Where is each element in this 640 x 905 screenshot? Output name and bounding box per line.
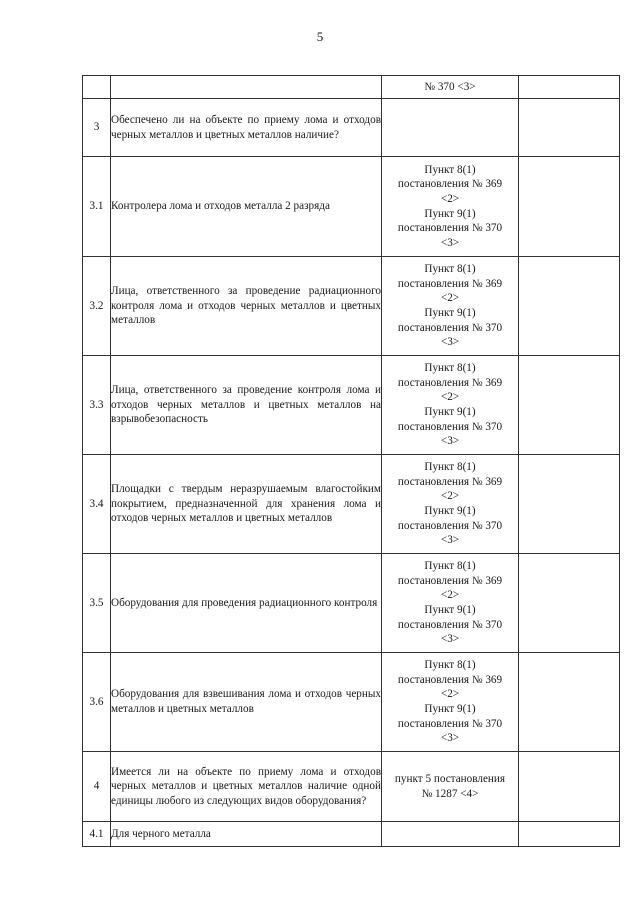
reference-line: Пункт 8(1) <box>424 163 476 176</box>
table-row <box>83 752 620 822</box>
reference-line: <2> <box>440 192 460 205</box>
reference-line: постановления № 370 <box>397 321 503 334</box>
requirement-text: Лица, ответственного за проведение радиационного контроля лома и отходов черных металлов и цветных металлов <box>111 257 382 356</box>
table-row <box>83 554 620 653</box>
checklist-table <box>82 75 620 847</box>
answer-cell <box>519 752 620 822</box>
reference-line: <3> <box>440 633 460 646</box>
reference-line: <3> <box>440 732 460 745</box>
row-number: 3 <box>83 99 111 157</box>
requirement-text: Оборудования для взвешивания лома и отходов черных металлов и цветных металлов <box>111 653 382 752</box>
legal-reference <box>382 99 519 157</box>
reference-line: постановления № 370 <box>397 519 503 532</box>
legal-reference <box>382 822 519 847</box>
row-number: 4 <box>83 752 111 822</box>
table-row <box>83 822 620 847</box>
reference-line: постановления № 369 <box>397 277 503 290</box>
reference-line: постановления № 370 <box>397 222 503 235</box>
requirement-text: Для черного металла <box>111 822 382 847</box>
reference-line: Пункт 8(1) <box>424 461 476 474</box>
reference-line: Пункт 9(1) <box>424 406 476 418</box>
reference-line: Пункт 8(1) <box>424 659 476 672</box>
reference-line: <3> <box>440 336 460 349</box>
requirement-text: Оборудования для проведения радиационного контроля <box>111 554 382 653</box>
row-number: 3.4 <box>83 455 111 554</box>
table-row <box>83 157 620 257</box>
requirement-text: Лица, ответственного за проведение контроля лома и отходов черных металлов и цветных металлов на взрывобезопасность <box>111 356 382 455</box>
answer-cell <box>519 822 620 847</box>
answer-cell <box>519 99 620 157</box>
requirement-text: Контролера лома и отходов металла 2 разряда <box>111 157 382 257</box>
legal-reference <box>382 752 519 822</box>
row-number: 3.6 <box>83 653 111 752</box>
answer-cell <box>519 554 620 653</box>
page-number: 5 <box>316 29 324 44</box>
reference-line: Пункт 8(1) <box>424 263 476 276</box>
legal-reference <box>382 455 519 554</box>
reference-line: № 370 <3> <box>424 80 476 93</box>
reference-line: <3> <box>440 435 460 448</box>
reference-line: Пункт 9(1) <box>424 505 476 517</box>
answer-cell <box>519 76 620 99</box>
answer-cell <box>519 157 620 257</box>
reference-line: постановления № 369 <box>397 475 503 488</box>
legal-reference <box>382 76 519 99</box>
row-number <box>83 76 111 99</box>
table-row <box>83 99 620 157</box>
reference-line: постановления № 369 <box>397 574 503 587</box>
reference-line: Пункт 9(1) <box>424 207 476 220</box>
reference-line: постановления № 369 <box>397 673 503 686</box>
reference-line: <3> <box>440 534 460 547</box>
row-number: 3.5 <box>83 554 111 653</box>
reference-line: Пункт 8(1) <box>424 560 476 573</box>
row-number: 4.1 <box>83 822 111 847</box>
legal-reference <box>382 554 519 653</box>
reference-line: Пункт 8(1) <box>424 362 476 375</box>
reference-line: <2> <box>440 391 460 404</box>
reference-line: постановления № 370 <box>397 420 503 433</box>
reference-line: постановления № 370 <box>397 717 503 730</box>
reference-line: Пункт 9(1) <box>424 703 476 715</box>
table-row <box>83 455 620 554</box>
reference-line: <2> <box>440 292 460 305</box>
reference-line: постановления № 370 <box>397 618 503 631</box>
legal-reference <box>382 356 519 455</box>
answer-cell <box>519 257 620 356</box>
row-number: 3.3 <box>83 356 111 455</box>
table-row <box>83 257 620 356</box>
legal-reference <box>382 257 519 356</box>
requirement-text: Обеспечено ли на объекте по приему лома и отходов черных металлов и цветных металлов наличие? <box>111 99 382 157</box>
reference-line: пункт 5 постановления <box>394 772 506 785</box>
answer-cell <box>519 653 620 752</box>
requirement-text: Площадки с твердым неразрушаемым влагостойким покрытием, предназначенной для хранения лома и отходов черных металлов и цветных металлов <box>111 455 382 554</box>
reference-line: Пункт 9(1) <box>424 604 476 616</box>
reference-line: № 1287 <4> <box>421 787 479 800</box>
legal-reference <box>382 157 519 257</box>
table-row <box>83 653 620 752</box>
reference-line: <2> <box>440 688 460 701</box>
answer-cell <box>519 455 620 554</box>
reference-line: <3> <box>440 236 460 249</box>
requirement-text <box>111 76 382 99</box>
table-row <box>83 76 620 99</box>
reference-line: постановления № 369 <box>397 178 503 191</box>
answer-cell <box>519 356 620 455</box>
table-row <box>83 356 620 455</box>
legal-reference <box>382 653 519 752</box>
row-number: 3.2 <box>83 257 111 356</box>
reference-line: <2> <box>440 490 460 503</box>
reference-line: <2> <box>440 589 460 602</box>
reference-line: Пункт 9(1) <box>424 307 476 319</box>
requirement-text: Имеется ли на объекте по приему лома и отходов черных металлов и цветных металлов наличие одной единицы любого из следующих видов оборудования? <box>111 752 382 822</box>
reference-line: постановления № 369 <box>397 376 503 389</box>
row-number: 3.1 <box>83 157 111 257</box>
